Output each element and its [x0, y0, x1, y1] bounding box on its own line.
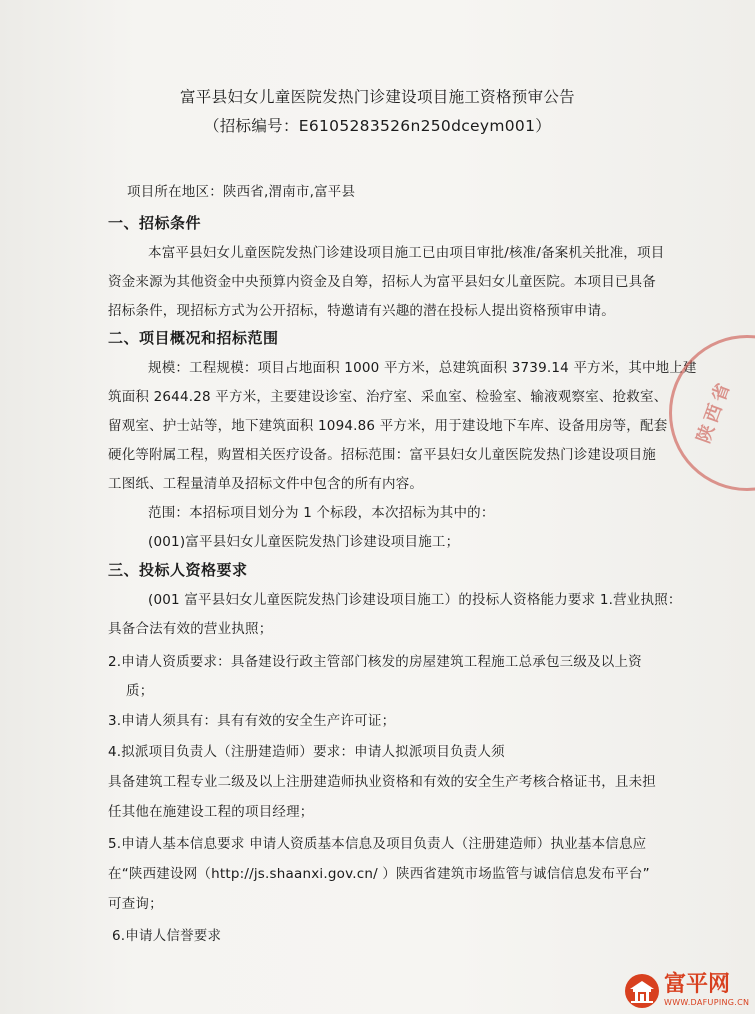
paragraph-line: 3.申请人须具有：具有有效的安全生产许可证；: [108, 713, 396, 729]
logo-url: WWW.DAFUPING.CN: [664, 998, 750, 1007]
paragraph-line: 6.申请人信誉要求: [112, 928, 222, 944]
paragraph-line: (001)富平县妇女儿童医院发热门诊建设项目施工；: [148, 534, 460, 550]
page-title: 富平县妇女儿童医院发热门诊建设项目施工资格预审公告: [179, 88, 575, 106]
project-location: 项目所在地区：陕西省,渭南市,富平县: [127, 184, 356, 200]
paragraph-line: 可查询；: [108, 896, 163, 912]
paragraph-line: 资金来源为其他资金中央预算内资金及自筹，招标人为富平县妇女儿童医院。本项目已具备: [108, 274, 656, 290]
logo-name: 富平网: [664, 972, 731, 997]
paragraph-line: 任其他在施建设工程的项目经理；: [108, 804, 314, 820]
section-heading-bidder-qualifications: 三、投标人资格要求: [108, 561, 248, 579]
tender-number: （招标编号：E6105283526n250dceym001）: [203, 117, 552, 135]
paragraph-line: 具备建筑工程专业二级及以上注册建造师执业资格和有效的安全生产考核合格证书，且未担: [108, 774, 656, 790]
paragraph-line: 4.拟派项目负责人（注册建造师）要求：申请人拟派项目负责人须: [108, 744, 505, 760]
paragraph-line: 具备合法有效的营业执照；: [108, 621, 273, 637]
paragraph-line: 工图纸、工程量清单及招标文件中包含的所有内容。: [108, 476, 424, 492]
paragraph-line: 5.申请人基本信息要求 申请人资质基本信息及项目负责人（注册建造师）执业基本信息应: [108, 836, 647, 852]
paragraph-line: 质；: [126, 683, 154, 699]
paragraph-line: 规模：工程规模：项目占地面积 1000 平方米，总建筑面积 3739.14 平方米，其中地上建: [148, 360, 697, 376]
paragraph-line: 硬化等附属工程，购置相关医疗设备。招标范围：富平县妇女儿童医院发热门诊建设项目施: [108, 447, 656, 463]
section-heading-tender-conditions: 一、招标条件: [108, 214, 202, 232]
seal-text: 陕西省: [693, 376, 736, 447]
pavilion-icon: [624, 973, 660, 1009]
paragraph-line: 2.申请人资质要求：具备建设行政主管部门核发的房屋建筑工程施工总承包三级及以上资: [108, 654, 642, 670]
section-heading-project-overview: 二、项目概况和招标范围: [108, 329, 279, 347]
site-logo: [624, 973, 750, 1009]
paragraph-line: 招标条件，现招标方式为公开招标，特邀请有兴趣的潜在投标人提出资格预审申请。: [108, 303, 615, 319]
paragraph-line: 范围：本招标项目划分为 1 个标段，本次招标为其中的：: [148, 505, 495, 521]
paragraph-line: 本富平县妇女儿童医院发热门诊建设项目施工已由项目审批/核准/备案机关批准，项目: [148, 245, 665, 261]
paragraph-line: (001 富平县妇女儿童医院发热门诊建设项目施工）的投标人资格能力要求 1.营业执照：: [148, 592, 682, 608]
paragraph-line: 在“陕西建设网（http://js.shaanxi.gov.cn/ ）陕西省建筑市场监管与诚信信息发布平台”: [108, 866, 650, 882]
paragraph-line: 留观室、护士站等，地下建筑面积 1094.86 平方米，用于建设地下车库、设备用房等，配套: [108, 418, 668, 434]
paragraph-line: 筑面积 2644.28 平方米，主要建设诊室、治疗室、采血室、检验室、输液观察室、抢救室、: [108, 389, 668, 405]
